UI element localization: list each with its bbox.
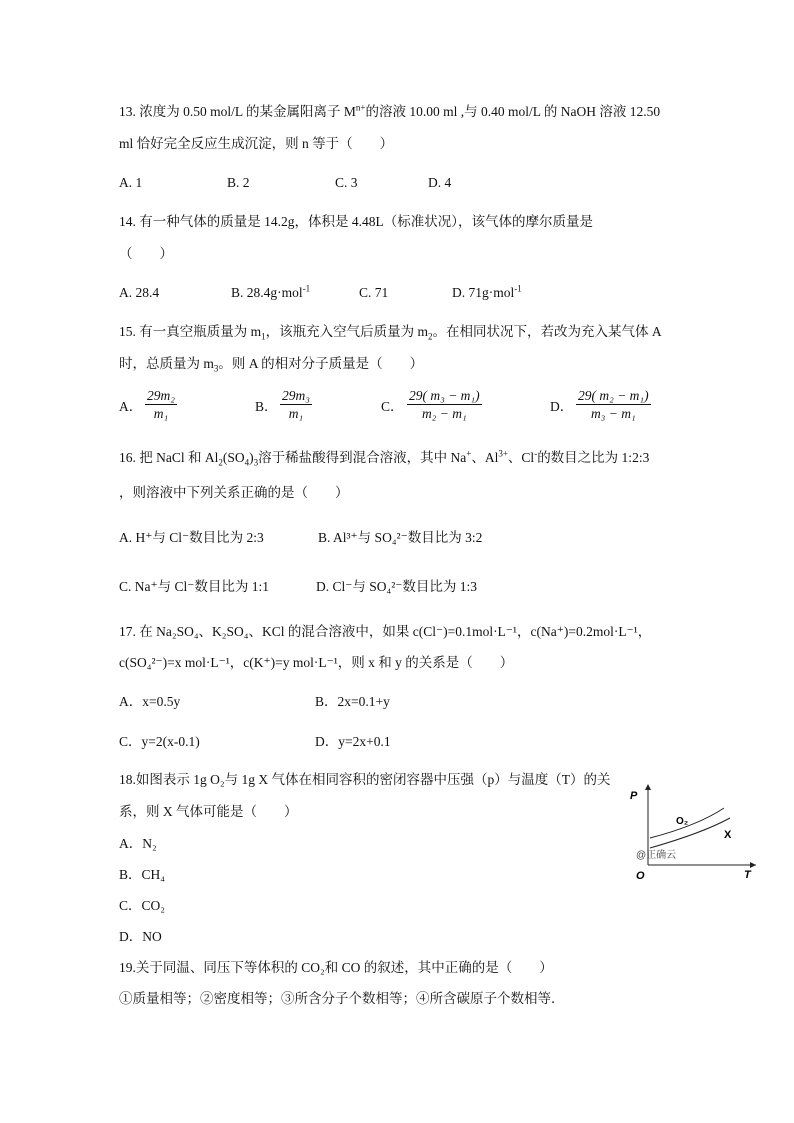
- curve-label-o2: O₂: [676, 816, 689, 827]
- curve-label-x: X: [724, 829, 732, 841]
- fraction-numerator: 29m₃: [282, 388, 310, 403]
- watermark: @正确云: [636, 850, 677, 861]
- q17-option-c: C．y=2(x-0.1): [119, 734, 200, 749]
- q15-option-c-fraction: [407, 387, 482, 422]
- q13-stem-line2: ml 恰好完全反应生成沉淀，则 n 等于（ ）: [119, 136, 394, 151]
- axis-label-t: T: [744, 869, 751, 880]
- origin-label: O: [636, 870, 645, 880]
- q17-stem-line1: 17. 在 Na₂SO₄、K₂SO₄、KCl 的混合溶液中，如果 c(Cl⁻)=0.1mol·L⁻¹，c(Na⁺)=0.2mol·L⁻¹，: [119, 624, 652, 639]
- q15-stem-line2: 时，总质量为 $m_3$。则 A 的相对分子质量是（ ）: [119, 356, 424, 374]
- q14-stem-line1: 14. 有一种气体的质量是 14.2g，体积是 4.48L（标准状况），该气体的摩尔质量是: [119, 214, 593, 229]
- q16-stem-line1: 16. 把 NaCl 和 $Al_2(SO_4)_3$溶于稀盐酸得到混合溶液，其中 Na+、$Al^{3+}$、Cl-的数目之比为 1:2:3: [119, 448, 650, 468]
- fraction-numerator: 29( m₃ − m₁): [409, 388, 480, 403]
- q18-stem-line2: 系，则 X 气体可能是（ ）: [119, 804, 298, 819]
- q18-option-d: D．NO: [119, 929, 162, 944]
- q18-option-c: C．CO₂: [119, 898, 165, 913]
- q17-option-b: B．2x=0.1+y: [315, 694, 390, 709]
- q15-option-a-label: A．: [119, 399, 143, 414]
- q14-option-d: D. 71g·mol$^{-1}$: [452, 283, 522, 300]
- q14-stem-line2: （ ）: [119, 246, 173, 261]
- q15-option-c-label: C．: [381, 399, 404, 414]
- q16-option-a: A. H⁺与 Cl⁻数目比为 2:3: [119, 530, 264, 545]
- curve-x: [650, 818, 730, 848]
- q18-pressure-temperature-figure: [628, 780, 760, 880]
- q13-option-b: B. 2: [227, 175, 250, 190]
- y-axis-arrow-icon: [645, 784, 651, 790]
- q13-option-d: D. 4: [428, 175, 452, 190]
- q18-option-a: A．N₂: [119, 836, 157, 851]
- axis-label-p: P: [630, 790, 638, 802]
- x-axis-arrow-icon: [750, 862, 756, 868]
- q19-stem-line2: ①质量相等；②密度相等；③所含分子个数相等；④所含碳原子个数相等．: [119, 991, 565, 1006]
- q17-stem-line2: c(SO₄²⁻)=x mol·L⁻¹，c(K⁺)=y mol·L⁻¹，则 x 和 y 的关系是（ ）: [119, 655, 514, 670]
- q15-option-d-label: D．: [550, 399, 574, 414]
- q18-stem-line1: 18.如图表示 1g O₂与 1g X 气体在相同容积的密闭容器中压强（p）与温度（T）的关: [119, 772, 611, 787]
- q15-option-b-label: B．: [255, 399, 278, 414]
- fraction-denominator: m₁: [153, 406, 169, 421]
- q18-option-b: B．CH₄: [119, 867, 165, 882]
- q15-stem-line1: 15. 有一真空瓶质量为 $m_1$，该瓶充入空气后质量为 $m_2$。在相同状况下，若改为充入某气体 A: [119, 324, 662, 342]
- q15-option-b-fraction: [280, 387, 312, 422]
- fraction-numerator: 29( m₂ − m₁): [578, 388, 649, 403]
- fraction-denominator: m₂ − m₁: [421, 406, 467, 421]
- q19-stem-line1: 19.关于同温、同压下等体积的 CO₂和 CO 的叙述，其中正确的是（ ）: [119, 960, 553, 975]
- q14-option-c: C. 71: [359, 285, 389, 300]
- fraction-numerator: 29m₂: [147, 388, 175, 403]
- q17-option-d: D．y=2x+0.1: [315, 734, 391, 749]
- q17-option-a: A．x=0.5y: [119, 694, 181, 709]
- fraction-denominator: m₃ − m₁: [590, 406, 636, 421]
- q16-option-b: B. Al³⁺与 SO₄²⁻数目比为 3:2: [318, 530, 483, 545]
- q14-option-b: B. 28.4g·mol$^{-1}$: [231, 283, 311, 300]
- q14-option-a: A. 28.4: [119, 285, 160, 300]
- fraction-denominator: m₁: [288, 406, 304, 421]
- q13-option-a: A. 1: [119, 175, 143, 190]
- q15-option-d-fraction: [576, 387, 651, 422]
- q13-option-c: C. 3: [335, 175, 358, 190]
- q16-stem-line2: ，则溶液中下列关系正确的是（ ）: [119, 485, 349, 500]
- q16-option-c: C. Na⁺与 Cl⁻数目比为 1:1: [119, 579, 270, 594]
- q15-option-a-fraction: [145, 387, 177, 422]
- q16-option-d: D. Cl⁻与 SO₄²⁻数目比为 1:3: [316, 579, 478, 594]
- q13-stem-line1: 13. 浓度为 0.50 mol/L 的某金属阳离子 $M^{n+}$的溶液 10.00 ml ,与 0.40 mol/L 的 NaOH 溶液 12.50: [119, 102, 661, 119]
